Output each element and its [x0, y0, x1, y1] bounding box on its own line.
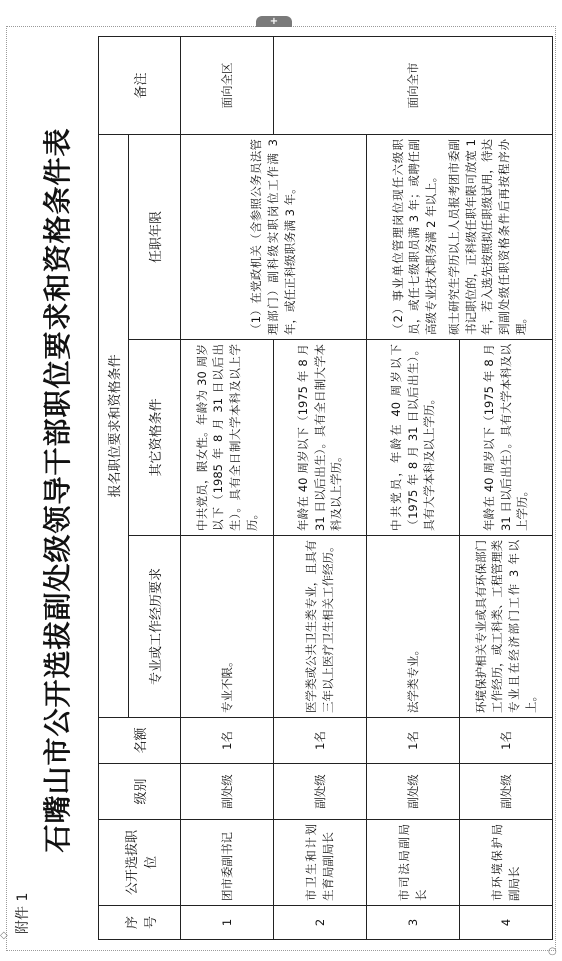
header-requirements-group: 报名职位要求和资格条件 — [99, 135, 129, 718]
cell-quota: 1名 — [181, 718, 274, 764]
header-other: 其它资格条件 — [129, 340, 181, 536]
cell-tenure-part1: （1）在党政机关（含参照公务员法管理部门）副科级实职岗位工作满 3 年，或任正科级职务满 3 年。 — [181, 135, 367, 340]
cell-major: 环境保护相关专业或具有环保部门工作经历，或工科类、工程管理类专业且在经济部门工作 3 年以上。 — [460, 536, 553, 718]
cell-remarks: 面向全区 — [181, 37, 274, 135]
cell-level: 副处级 — [274, 764, 367, 820]
cell-quota: 1名 — [460, 718, 553, 764]
cell-level: 副处级 — [460, 764, 553, 820]
cell-seq: 4 — [460, 906, 553, 940]
cell-seq: 3 — [367, 906, 460, 940]
cell-position: 市环境保护局副局长 — [460, 820, 553, 906]
header-major: 专业或工作经历要求 — [129, 536, 181, 718]
cell-position: 市司法局副局长 — [367, 820, 460, 906]
cell-other: 年龄在 40 周岁以下（1975 年 8 月 31 日以后出生）。具有大学本科及以上学历。 — [460, 340, 553, 536]
cell-other: 中共党员，限女性。年龄为 30 周岁以下（1985 年 8 月 31 日以后出生）。具有全日制大学本科及以上学历。 — [181, 340, 274, 536]
header-position: 公开选拔职位 — [99, 820, 181, 906]
header-row-1 — [99, 37, 129, 940]
cell-tenure-part3: 硕士研究生学历以上人员报考团市委副书记职位的，正科级任职年限可放宽 1 年，若入选先按照拟任职级试用，待达到副处级任职资格条件后再按程序办理。 — [446, 139, 528, 335]
table-row — [367, 37, 460, 940]
cell-remarks: 面向全市 — [274, 37, 553, 135]
cell-quota: 1名 — [274, 718, 367, 764]
rotated-document — [0, 30, 562, 950]
header-seq: 序号 — [99, 906, 181, 940]
header-level: 级别 — [99, 764, 181, 820]
cell-position: 市卫生和计划生育局副局长 — [274, 820, 367, 906]
cell-major: 法学类专业。 — [367, 536, 460, 718]
document-title: 石嘴山市公开选拔副处级领导干部职位要求和资格条件表 — [41, 127, 74, 853]
header-remarks: 备注 — [99, 37, 181, 135]
attachment-label: 附件 1 — [15, 892, 31, 934]
resize-corner-icon[interactable]: ◇ — [0, 930, 8, 941]
header-tenure: 任职年限 — [129, 135, 181, 340]
table-row — [181, 37, 274, 940]
cell-tenure-part2: （2）事业单位管理岗位现任六级职员，或任七级职员满 3 年；或聘任副高级专业技术职务满 2 年以上。 硕士研究生学历以上人员报考团市委副书记职位的，正科级任职年限可放宽 1 年，若入选先按照拟任职级试用，待达到副处级任职资格条件后再按程序办理。 — [367, 135, 553, 340]
cell-level: 副处级 — [181, 764, 274, 820]
cell-major: 专业不限。 — [181, 536, 274, 718]
cell-position: 团市委副书记 — [181, 820, 274, 906]
header-quota: 名额 — [99, 718, 181, 764]
cell-other: 中共党员，年龄在 40 周岁以下（1975 年 8 月 31 日以后出生）。具有大学本科及以上学历。 — [367, 340, 460, 536]
cell-seq: 2 — [274, 906, 367, 940]
cell-major: 医学类或公共卫生类专业，且具有三年以上医疗卫生相关工作经历。 — [274, 536, 367, 718]
qualification-table — [98, 36, 553, 940]
cell-seq: 1 — [181, 906, 274, 940]
cell-quota: 1名 — [367, 718, 460, 764]
cell-level: 副处级 — [367, 764, 460, 820]
cell-other: 年龄在 40 周岁以下（1975 年 8 月 31 日以后出生）。具有全日制大学本科及以上学历。 — [274, 340, 367, 536]
table-move-handle[interactable]: + — [256, 16, 292, 27]
resize-corner-icon-bottom-right[interactable]: ○ — [548, 946, 557, 957]
